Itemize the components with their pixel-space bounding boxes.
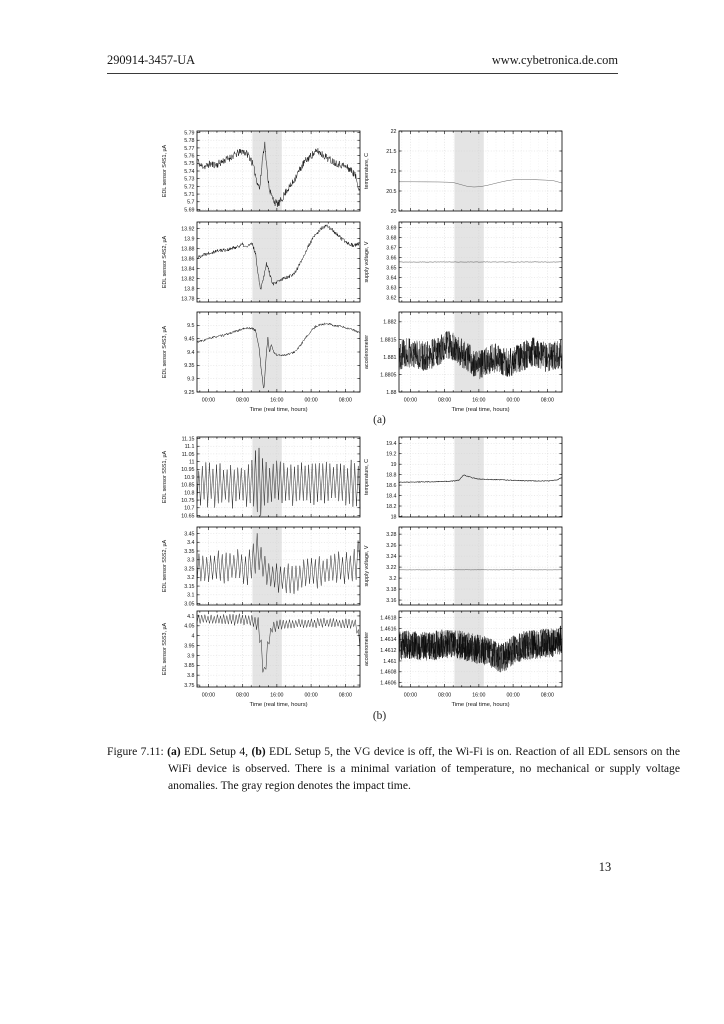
svg-text:1.8805: 1.8805 [380,372,397,379]
svg-text:00:00: 00:00 [403,397,418,404]
svg-text:1.4614: 1.4614 [380,637,397,644]
svg-text:Time (real time, hours): Time (real time, hours) [249,702,308,708]
svg-text:10.75: 10.75 [181,497,195,504]
svg-text:5.76: 5.76 [184,153,195,160]
svg-text:3.66: 3.66 [386,255,397,262]
svg-text:00:00: 00:00 [201,397,216,404]
svg-text:10.8: 10.8 [184,490,195,497]
svg-text:Time (real time, hours): Time (real time, hours) [451,702,510,708]
panel-a-s4s2 [162,222,360,302]
panel-a-s4s1 [162,130,360,213]
svg-text:3.16: 3.16 [386,597,397,604]
svg-text:13.86: 13.86 [181,256,195,263]
svg-text:3.9: 3.9 [187,653,195,660]
svg-text:EDL sensor S4S2, µA: EDL sensor S4S2, µA [162,235,168,289]
svg-text:18.6: 18.6 [386,483,397,490]
svg-text:08:00: 08:00 [438,397,452,404]
svg-text:11.05: 11.05 [181,451,195,458]
svg-text:18: 18 [390,514,397,521]
svg-text:16:00: 16:00 [270,692,284,699]
svg-text:5.72: 5.72 [184,184,195,191]
svg-text:5.79: 5.79 [184,130,195,137]
svg-text:10.9: 10.9 [184,474,195,481]
svg-text:3.64: 3.64 [386,275,397,282]
svg-text:3.95: 3.95 [184,643,195,650]
svg-text:3.35: 3.35 [184,548,195,555]
svg-text:9.3: 9.3 [187,376,195,383]
panel-b-temperature [364,437,562,520]
svg-text:00:00: 00:00 [304,692,318,699]
svg-text:3.25: 3.25 [184,566,195,573]
svg-text:EDL sensor S5S2, µA: EDL sensor S5S2, µA [162,539,168,593]
svg-text:11: 11 [189,459,195,466]
svg-text:19.2: 19.2 [386,451,397,458]
svg-text:13.9: 13.9 [184,236,195,243]
svg-text:1.882: 1.882 [383,319,397,326]
svg-text:3.1: 3.1 [187,592,195,599]
svg-text:1.881: 1.881 [383,354,397,361]
svg-text:1.461: 1.461 [383,658,397,665]
svg-text:5.71: 5.71 [184,191,195,198]
svg-text:Time (real time, hours): Time (real time, hours) [451,407,510,413]
svg-text:3.75: 3.75 [184,682,195,689]
svg-text:1.4618: 1.4618 [380,615,397,622]
header-website-url: www.cybetronica.de.com [491,53,618,67]
svg-text:10.95: 10.95 [181,467,195,474]
svg-text:18.4: 18.4 [386,493,397,500]
panel-b-s5s1 [162,436,360,519]
svg-text:19.4: 19.4 [386,441,397,448]
svg-text:EDL sensor S5S1, µA: EDL sensor S5S1, µA [162,450,168,504]
svg-text:5.75: 5.75 [184,161,195,168]
svg-text:3.22: 3.22 [386,564,397,571]
svg-text:3.67: 3.67 [386,245,397,252]
svg-text:16:00: 16:00 [472,692,486,699]
svg-text:Time (real time, hours): Time (real time, hours) [249,407,308,413]
svg-text:accelerometer: accelerometer [364,631,370,667]
svg-text:16:00: 16:00 [472,397,486,404]
svg-text:13.88: 13.88 [181,246,195,253]
svg-text:08:00: 08:00 [338,397,352,404]
svg-text:3.3: 3.3 [187,557,195,564]
svg-text:18.2: 18.2 [386,503,397,510]
svg-text:4.1: 4.1 [187,613,195,620]
svg-text:13.82: 13.82 [181,276,195,283]
svg-text:1.4606: 1.4606 [380,680,397,687]
svg-text:3.8: 3.8 [187,673,195,680]
svg-text:20.5: 20.5 [386,188,397,195]
svg-text:08:00: 08:00 [438,692,452,699]
svg-text:supply voltage, V: supply voltage, V [364,545,370,587]
svg-text:5.73: 5.73 [184,176,195,183]
subfigure-b-label: (b) [372,710,387,722]
panel-a-accelerometer [364,312,562,413]
svg-text:13.78: 13.78 [181,296,195,303]
svg-text:1.4612: 1.4612 [380,647,397,654]
svg-text:11.15: 11.15 [181,436,195,443]
svg-text:13.92: 13.92 [181,226,195,233]
svg-text:3.24: 3.24 [386,554,397,561]
svg-text:20: 20 [390,208,397,215]
svg-text:3.2: 3.2 [187,575,195,582]
svg-text:3.85: 3.85 [184,663,195,670]
svg-text:1.4616: 1.4616 [380,626,397,633]
svg-text:9.45: 9.45 [184,336,195,343]
svg-text:3.68: 3.68 [386,235,397,242]
panel-b-accelerometer [364,611,562,708]
page-number: 13 [598,860,612,874]
svg-text:13.84: 13.84 [181,266,195,273]
svg-text:08:00: 08:00 [540,692,554,699]
svg-text:11.1: 11.1 [184,444,195,451]
svg-text:00:00: 00:00 [403,692,418,699]
svg-text:08:00: 08:00 [540,397,554,404]
svg-text:10.7: 10.7 [184,505,195,512]
svg-text:5.74: 5.74 [184,168,195,175]
svg-text:1.88: 1.88 [386,389,397,396]
svg-text:13.8: 13.8 [184,286,195,293]
svg-text:10.85: 10.85 [181,482,195,489]
svg-text:3.63: 3.63 [386,285,397,292]
panel-a-temperature [364,129,562,215]
svg-text:19: 19 [390,462,397,469]
svg-text:9.5: 9.5 [187,323,195,330]
svg-text:00:00: 00:00 [304,397,318,404]
svg-text:3.62: 3.62 [386,295,397,302]
svg-text:3.05: 3.05 [184,601,195,608]
panel-b-s5s2 [162,527,360,607]
svg-text:08:00: 08:00 [338,692,352,699]
svg-text:5.69: 5.69 [184,207,195,214]
svg-text:temperature, C: temperature, C [364,459,370,495]
svg-text:supply voltage, V: supply voltage, V [364,241,370,283]
figure-caption: Figure 7.11: (a) EDL Setup 4, (b) EDL Setup 5, the VG device is off, the Wi-Fi is on. Reaction of all EDL sensors on the WiFi device is observed. There is a minimal variation of temperature, no mechanical or supply voltage anomalies. The gray region denotes the impact time. [107,745,680,793]
svg-text:3.18: 3.18 [386,586,397,593]
svg-text:4.05: 4.05 [184,623,195,630]
svg-text:accelerometer: accelerometer [364,334,370,370]
svg-text:21: 21 [390,168,397,175]
svg-text:16:00: 16:00 [270,397,284,404]
panel-a-supply-voltage [364,222,562,302]
svg-text:18.8: 18.8 [386,472,397,479]
svg-text:3.2: 3.2 [389,575,397,582]
svg-text:3.65: 3.65 [386,265,397,272]
svg-text:5.7: 5.7 [187,199,195,206]
svg-text:1.8815: 1.8815 [380,337,397,344]
svg-text:3.26: 3.26 [386,543,397,550]
svg-text:9.25: 9.25 [184,389,195,396]
svg-text:EDL sensor S4S1, µA: EDL sensor S4S1, µA [162,144,168,198]
subfigure-a-label: (a) [373,414,386,426]
svg-text:00:00: 00:00 [506,397,520,404]
svg-text:5.77: 5.77 [184,145,195,152]
panel-b-supply-voltage [364,527,562,605]
panel-b-s5s3 [162,611,360,708]
svg-text:4: 4 [191,633,195,640]
svg-text:3.15: 3.15 [184,583,195,590]
svg-text:5.78: 5.78 [184,138,195,145]
header-report-id: 290914-3457-UA [107,53,196,67]
svg-text:08:00: 08:00 [236,692,250,699]
svg-text:00:00: 00:00 [506,692,520,699]
svg-text:3.45: 3.45 [184,531,195,538]
svg-text:3.4: 3.4 [187,540,195,547]
svg-text:1.4608: 1.4608 [380,669,397,676]
svg-text:00:00: 00:00 [201,692,216,699]
svg-text:EDL sensor S4S3, µA: EDL sensor S4S3, µA [162,325,168,379]
svg-text:22: 22 [390,128,397,135]
svg-text:21.5: 21.5 [386,148,397,155]
svg-text:3.69: 3.69 [386,225,397,232]
svg-text:temperature, C: temperature, C [364,153,370,189]
svg-text:9.35: 9.35 [184,363,195,370]
panel-a-s4s3 [162,312,360,413]
svg-text:EDL sensor S5S3, µA: EDL sensor S5S3, µA [162,622,168,676]
svg-text:10.65: 10.65 [181,513,195,520]
svg-text:3.28: 3.28 [386,532,397,539]
svg-text:9.4: 9.4 [187,349,195,356]
svg-text:08:00: 08:00 [236,397,250,404]
